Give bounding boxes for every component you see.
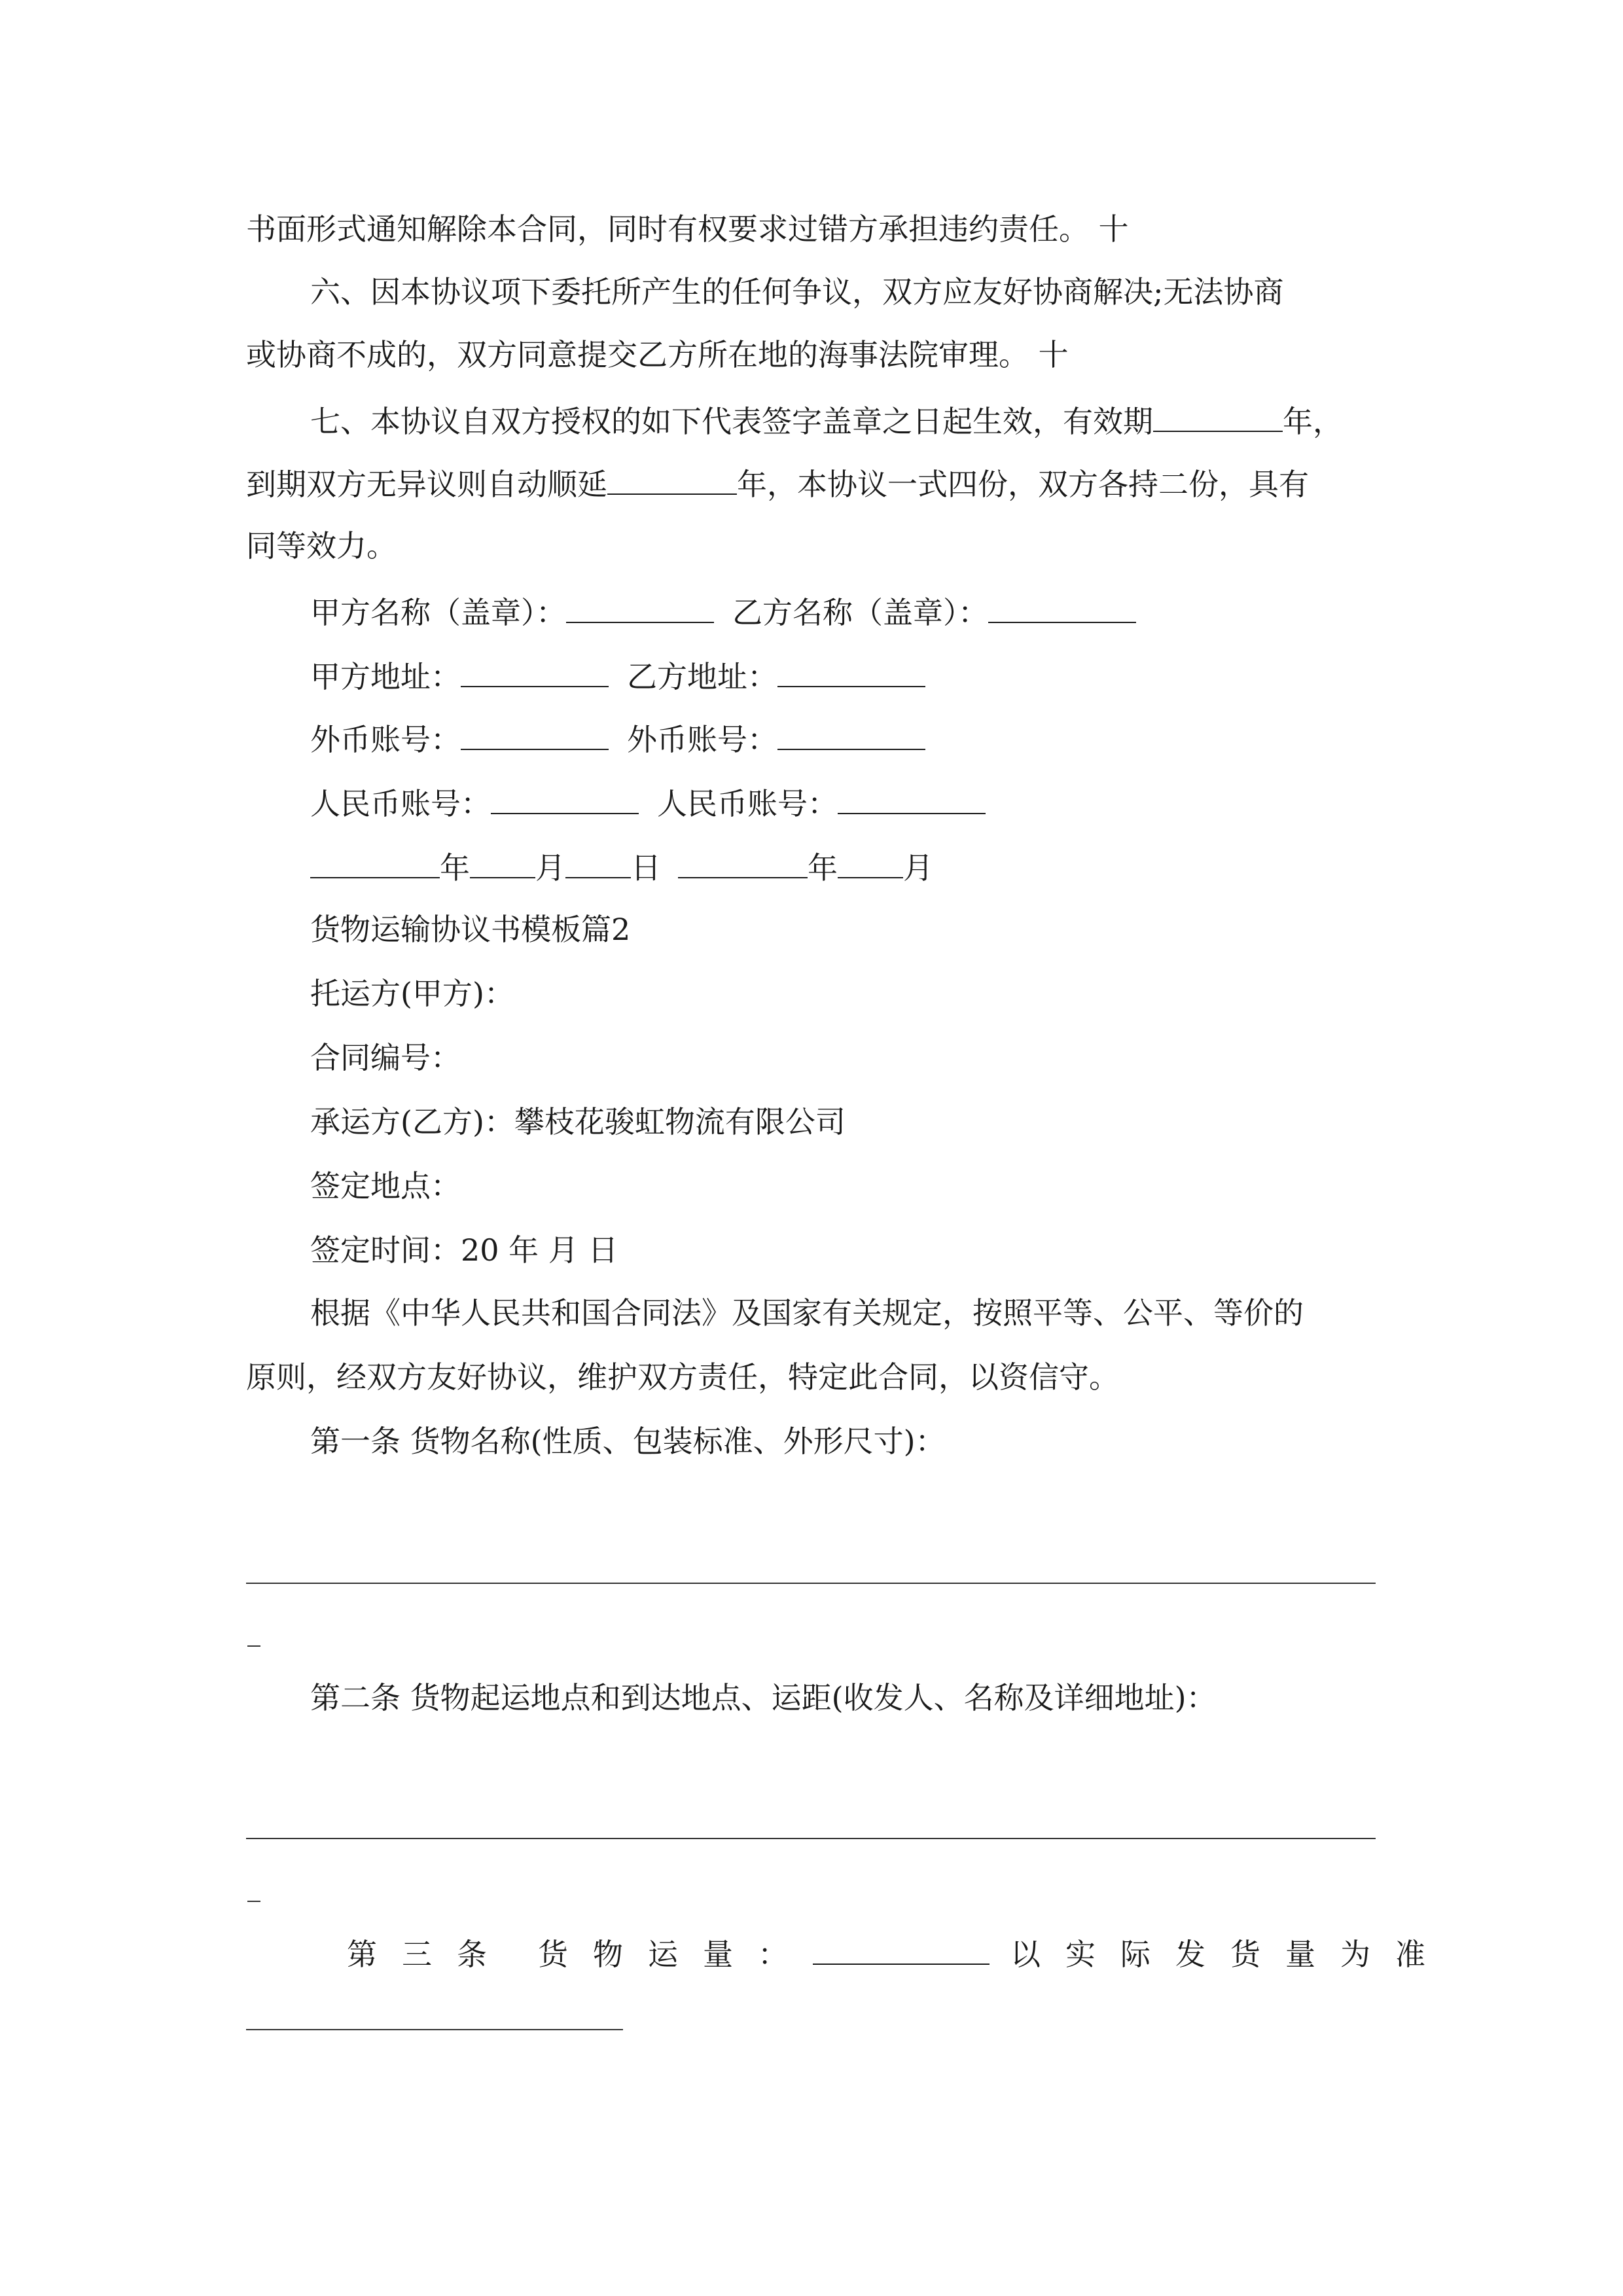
blank-line bbox=[988, 589, 1136, 623]
carrier-line: 承运方(乙方)：攀枝花骏虹物流有限公司 bbox=[310, 1104, 846, 1139]
signature-fx-row bbox=[310, 716, 1378, 761]
text-fragment: 年，本协议一式四份，双方各持二份，具有 bbox=[737, 467, 1309, 502]
blank-line bbox=[838, 844, 903, 878]
signature-name-row bbox=[310, 589, 1378, 634]
fill-in-rule bbox=[246, 1583, 1376, 1584]
party-b-address-label: 乙方地址： bbox=[627, 659, 777, 694]
paragraph-line: 或协商不成的，双方同意提交乙方所在地的海事法院审理。 十 bbox=[246, 337, 1069, 372]
blank-line bbox=[461, 653, 609, 687]
fill-in-dash bbox=[247, 1645, 260, 1647]
article-2: 第二条 货物起运地点和到达地点、运距(收发人、名称及详细地址)： bbox=[310, 1680, 1217, 1715]
contract-number-line: 合同编号： bbox=[310, 1040, 461, 1075]
blank-line bbox=[566, 589, 714, 623]
signature-address-row bbox=[310, 653, 1378, 698]
article-3-note: 以实际发货量为准 bbox=[1010, 1937, 1450, 1972]
day-label: 日 bbox=[631, 850, 661, 886]
article-3-label: 货物运量： bbox=[538, 1937, 813, 1972]
party-b-name-label: 乙方名称（盖章）： bbox=[732, 595, 988, 630]
blank-line bbox=[470, 844, 535, 878]
party-a-name-label: 甲方名称（盖章）： bbox=[310, 595, 566, 630]
sign-time-line: 签定时间：20 年 月 日 bbox=[310, 1232, 618, 1268]
month-label: 月 bbox=[903, 850, 933, 886]
blank-line bbox=[491, 780, 639, 814]
paragraph-line bbox=[310, 398, 1378, 442]
blank-line bbox=[777, 716, 925, 750]
paragraph-line: 书面形式通知解除本合同，同时有权要求过错方承担违约责任。 十 bbox=[246, 211, 1129, 247]
section-title: 货物运输协议书模板篇2 bbox=[310, 912, 631, 947]
blank-line bbox=[1153, 398, 1283, 432]
fx-account-a-label: 外币账号： bbox=[310, 722, 461, 757]
signature-date-row bbox=[310, 844, 1378, 889]
signature-rmb-row bbox=[310, 780, 1378, 825]
intro-line: 根据《中华人民共和国合同法》及国家有关规定，按照平等、公平、等价的 bbox=[310, 1295, 1304, 1331]
fx-account-b-label: 外币账号： bbox=[627, 722, 777, 757]
fill-in-dash bbox=[247, 1901, 260, 1902]
year-label: 年 bbox=[808, 850, 838, 886]
blank-line bbox=[678, 844, 808, 878]
paragraph-line: 六、因本协议项下委托所产生的任何争议，双方应友好协商解决;无法协商 bbox=[310, 274, 1284, 310]
blank-line bbox=[838, 780, 986, 814]
month-label: 月 bbox=[535, 850, 565, 886]
fill-in-rule bbox=[246, 1838, 1376, 1839]
paragraph-line bbox=[246, 461, 1378, 505]
article-1: 第一条 货物名称(性质、包装标准、外形尺寸)： bbox=[310, 1424, 946, 1459]
blank-line bbox=[777, 653, 925, 687]
rmb-account-a-label: 人民币账号： bbox=[310, 786, 491, 821]
sign-place-line: 签定地点： bbox=[310, 1168, 461, 1204]
party-a-address-label: 甲方地址： bbox=[310, 659, 461, 694]
text-fragment: 到期双方无异议则自动顺延 bbox=[246, 467, 607, 502]
blank-line bbox=[461, 716, 609, 750]
text-fragment: 年， bbox=[1283, 404, 1343, 439]
year-label: 年 bbox=[440, 850, 470, 886]
article-3-number: 第三条 bbox=[347, 1937, 512, 1972]
blank-line bbox=[565, 844, 631, 878]
blank-line bbox=[813, 1931, 990, 1965]
article-3 bbox=[347, 1931, 1450, 1975]
blank-line bbox=[310, 844, 440, 878]
rmb-account-b-label: 人民币账号： bbox=[657, 786, 838, 821]
paragraph-line: 同等效力。 bbox=[246, 528, 397, 564]
text-fragment: 七、本协议自双方授权的如下代表签字盖章之日起生效，有效期 bbox=[310, 404, 1153, 439]
shipper-line: 托运方(甲方)： bbox=[310, 976, 514, 1011]
intro-line: 原则，经双方友好协议，维护双方责任，特定此合同，以资信守。 bbox=[246, 1359, 1119, 1395]
fill-in-rule bbox=[246, 2029, 623, 2030]
blank-line bbox=[607, 461, 737, 495]
